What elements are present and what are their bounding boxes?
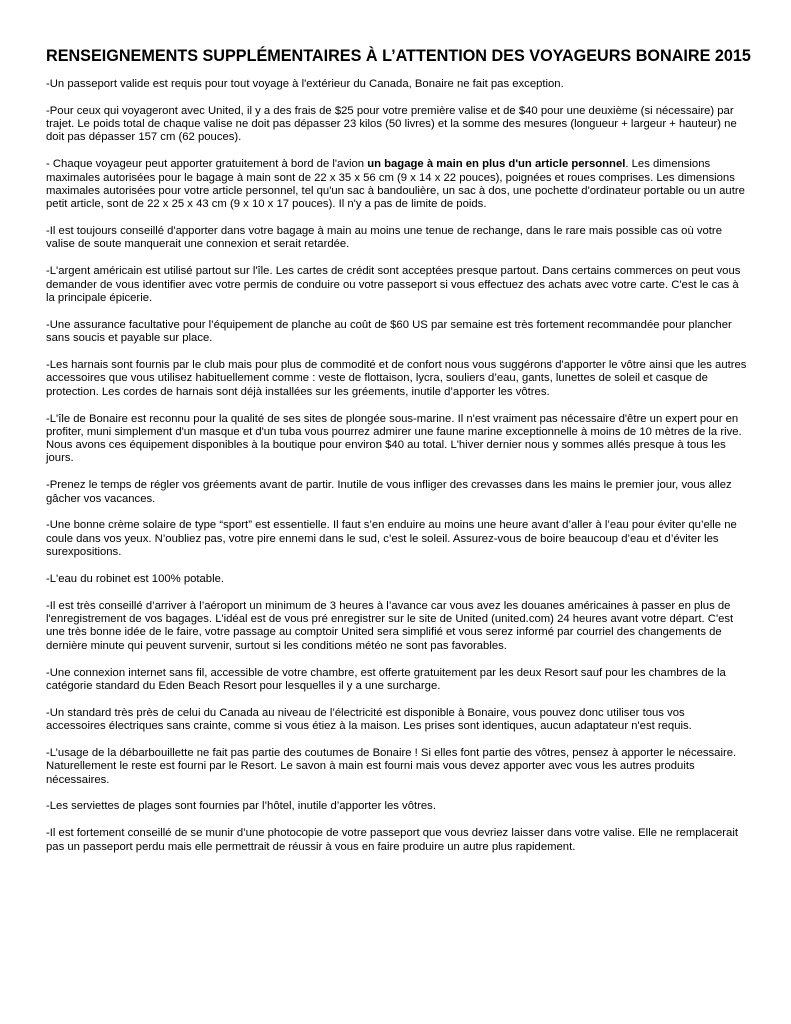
- paragraph-washcloth: -L’usage de la débarbouillette ne fait pas partie des coutumes de Bonaire ! Si elles font partie des vôtres, pensez à apporter le nécessaire. Naturellement le reste est fourni par le Resort. Le savon à main est fourni mais vous devez apporter avec vous les autres produits nécessaires.: [46, 747, 737, 786]
- paragraph-electricity: -Un standard très près de celui du Canada au niveau de l’électricité est disponible à Bonaire, vous pouvez donc utiliser tous vos accessoires électriques sans crainte, comme si vous étiez à la maison. Les prises sont identiques, aucun adaptateur n'est requis.: [46, 706, 692, 733]
- paragraph-baggage-fees: -Pour ceux qui voyageront avec United, il y a des frais de $25 pour votre première valise et de $40 pour une deuxième (si nécessaire) par trajet. Le poids total de chaque valise ne doit pas dépasser 23 kilos (50 livres) et la somme des mesures (longueur + largeur + hauteur) ne doit pas dépasser 157 cm (62 pouces).: [46, 104, 737, 144]
- paragraph-wifi: -Une connexion internet sans fil, accessible de votre chambre, est offerte gratuitement par les deux Resort sauf pour les chambres de la catégorie standard du Eden Beach Resort pour lesquelles il y a une surcharge.: [46, 666, 726, 692]
- paragraph-airport: -Il est très conseillé d’arriver à l’aéroport un minimum de 3 heures à l’avance car vous avez les douanes américaines à passer en plus de l'enregistrement de vos bagages. L'idéal est de vous pré enregistrer sur le site de United (united.com) 24 heures avant votre départ. C'est une très bonne idée de le faire, votre passage au comptoir United sera simplifié et vous serez informé par courriel des changements de dernière minute qui peuvent survenir, surtout si les conditions météo ne sont pas favorables.: [46, 599, 734, 652]
- paragraph-passport-copy: -Il est fortement conseillé de se munir d’une photocopie de votre passeport que vous devriez laisser dans votre valise. Elle ne remplacerait pas un passeport perdu mais elle permettrait de réussir à vous en faire produire un autre plus rapidement.: [46, 827, 738, 853]
- carry-on-emphasis: un bagage à main en plus d'un article personnel: [367, 158, 626, 171]
- carry-on-text-start: - Chaque voyageur peut apporter gratuitement à bord de l'avion: [46, 158, 368, 171]
- paragraph-rigging: -Prenez le temps de régler vos gréements avant de partir. Inutile de vous infliger des crevasses dans les mains le premier jour, vous allez gâcher vos vacances.: [46, 479, 732, 505]
- paragraph-snorkeling: -L'île de Bonaire est reconnu pour la qualité de ses sites de plongée sous-marine. Il n'est vraiment pas nécessaire d'être un expert pour en profiter, muni simplement d'un masque et d'un tuba vous pourrez admirer une faune marine exceptionnelle à moins de 10 mètres de la rive. Nous avons ces équipement disponibles à la boutique pour environ $40 au total. L'hiver dernier nous y sommes allés presque à tous les jours.: [46, 412, 742, 465]
- carry-on-text-end: . Les dimensions maximales autorisées pour le bagage à main sont de 22 x 35 x 56 cm (9 x 14 x 22 pouces), poignées et roues comprises. Les dimensions maximales autorisées pour votre article personnel, tel qu'un sac à bandoulière, un sac à dos, une pochette d'ordinateur portable ou un autre petit article, sont de 22 x 25 x 43 cm (9 x 10 x 17 pouces). Il n'y a pas de limite de poids.: [46, 158, 745, 211]
- paragraph-change-of-clothes: -Il est toujours conseillé d'apporter dans votre bagage à main au moins une tenue de rechange, dans le rare mais possible cas où votre valise de soute manquerait une connexion et serait retardée.: [46, 225, 722, 251]
- paragraph-insurance: -Une assurance facultative pour l’équipement de planche au coût de $60 US par semaine est très fortement recommandée pour plancher sans soucis et payable sur place.: [46, 318, 732, 345]
- paragraph-sunscreen: -Une bonne crème solaire de type “sport” est essentielle. Il faut s’en enduire au moins une heure avant d’aller à l’eau pour éviter qu’elle ne coule dans vos yeux. N’oubliez pas, votre pire ennemi dans le sud, c’est le soleil. Assurez-vous de boire beaucoup d’eau et d’éviter les surexpositions.: [46, 519, 737, 559]
- paragraph-tap-water: -L'eau du robinet est 100% potable.: [46, 572, 225, 585]
- paragraph-beach-towels: -Les serviettes de plages sont fournies par l’hôtel, inutile d’apporter les vôtres.: [46, 800, 436, 813]
- paragraph-currency: -L'argent américain est utilisé partout sur l'île. Les cartes de crédit sont acceptées presque partout. Dans certains commerces on peut vous demander de vous identifier avec votre permis de conduire ou votre passeport si vous effectuez des achats avec votre carte. C'est le cas à la principale épicerie.: [46, 265, 741, 304]
- paragraph-passport: -Un passeport valide est requis pour tout voyage à l'extérieur du Canada, Bonaire ne fait pas exception.: [46, 78, 564, 90]
- paragraph-harness: -Les harnais sont fournis par le club mais pour plus de commodité et de confort nous vous suggérons d'apporter le vôtre ainsi que les autres accessoires que vous utilisez habituellement comme : veste de flottaison, lycra, souliers d’eau, gants, lunettes de soleil et casque de protection. Les cordes de harnais sont déjà installées sur les gréements, inutile d’apporter les vôtres.: [46, 359, 747, 398]
- document-title: RENSEIGNEMENTS SUPPLÉMENTAIRES À L’ATTENTION DES VOYAGEURS BONAIRE 2015: [46, 47, 751, 65]
- paragraph-carry-on: [46, 158, 747, 211]
